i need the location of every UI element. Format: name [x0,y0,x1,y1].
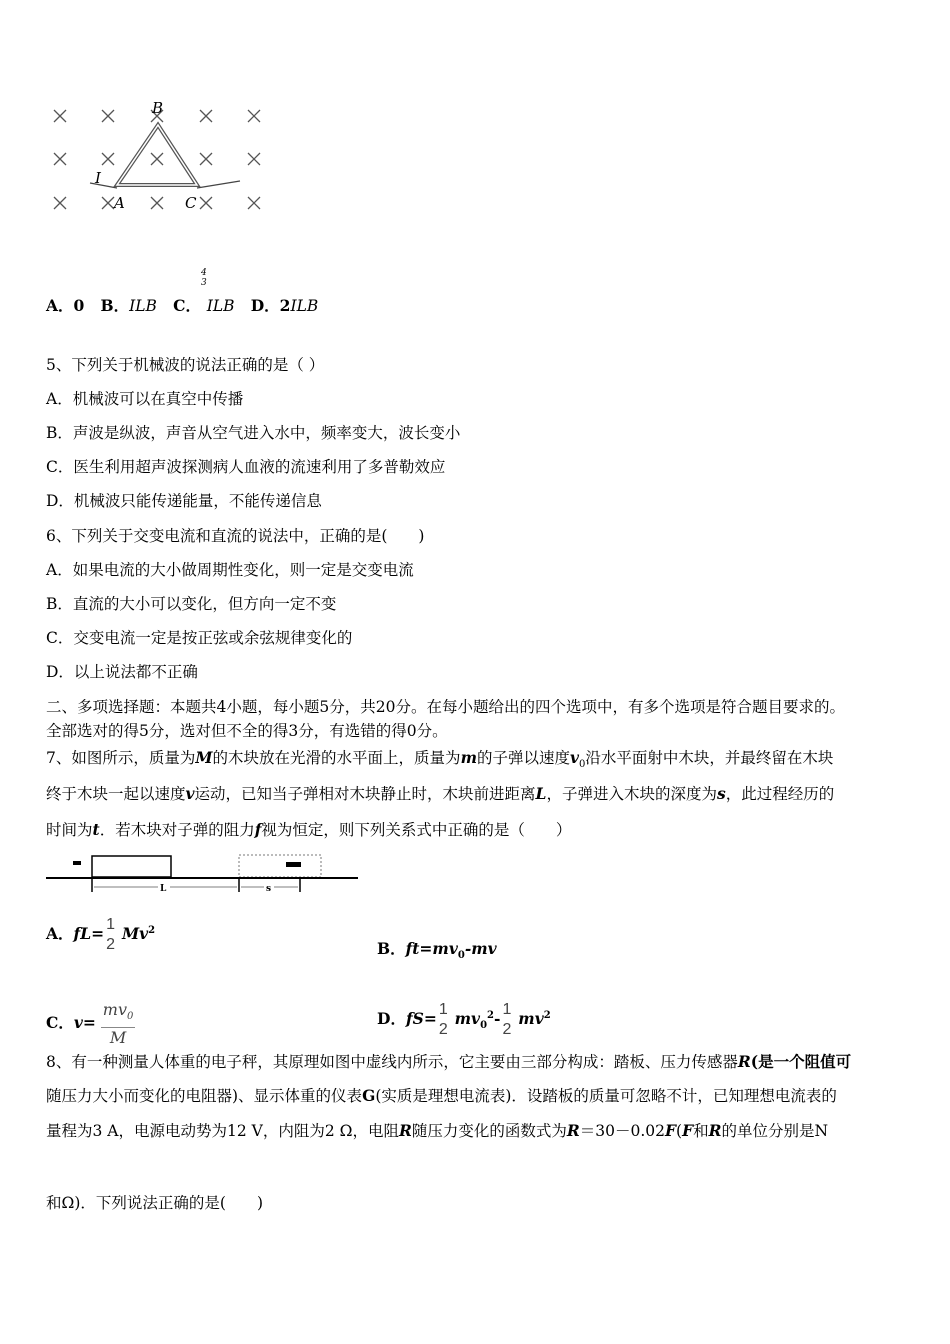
field-cross-icon [102,197,114,209]
field-cross-icon [54,153,66,165]
field-cross-icon [248,110,260,122]
q7-option-b[interactable]: B．$ft=mv_0-mv$ [377,939,497,962]
q7-stem-line2: 终于木块一起以速度v运动，已知当子弹相对木块静止时，木块前进距离L，子弹进入木块的深度为s，此过程经历的 [46,784,835,803]
q6-stem: 6、下列关于交变电流和直流的说法中，正确的是( ) [46,527,425,545]
q8-stem-line4: 和Ω)．下列说法正确的是( ) [46,1194,263,1212]
q4-options [46,268,318,316]
q5-stem: 5、下列关于机械波的说法正确的是（ ） [46,356,325,374]
q7-option-c[interactable]: C．v= $\frac{mv_0}{M}$ [46,1000,134,1048]
field-cross-icon [200,197,212,209]
q7-stem-line3: 时间为t．若木块对子弹的阻力f视为恒定，则下列关系式中正确的是（ ） [46,820,572,839]
q7-option-d[interactable]: D．fS= 1 2 $mv_0^2-$ 1 2 $mv^2$ [377,1001,551,1038]
q6-option-d[interactable]: D．以上说法都不正确 [46,663,198,681]
section2-scoring: 全部选对的得5分，选对但不全的得3分，有选错的得0分。 [46,722,448,740]
q8-stem-line1: 8、有一种测量人体重的电子秤，其原理如图中虚线内所示，它主要由三部分构成：踏板、压力传感器R(是一个阻值可 [46,1052,852,1071]
q4-option-a[interactable]: A．0 [46,296,85,315]
q5-option-b[interactable]: B．声波是纵波，声音从空气进入水中，频率变大，波长变小 [46,424,461,442]
q6-option-c[interactable]: C．交变电流一定是按正弦或余弦规律变化的 [46,629,353,647]
q8-stem-line2: 随压力大小而变化的电阻器)、显示体重的仪表G(实质是理想电流表)．设踏板的质量可忽略不计，已知理想电流表的 [46,1086,837,1105]
field-cross-icon [54,197,66,209]
field-cross-icon [54,110,66,122]
section2-heading: 二、多项选择题：本题共4小题，每小题5分，共20分。在每小题给出的四个选项中，有多个选项是符合题目要求的。 [46,698,845,716]
q5-option-d[interactable]: D．机械波只能传递能量，不能传递信息 [46,492,322,510]
q4-option-b[interactable]: B． [100,296,130,315]
magnetic-field-triangle-figure [40,95,280,220]
field-cross-icon [248,153,260,165]
field-cross-icon [248,197,260,209]
label-c: C [185,194,197,212]
bullet-block-figure [46,852,361,897]
label-b: B [152,99,164,117]
field-cross-icon [102,110,114,122]
q8-stem-line3: 量程为3 A，电源电动势为12 V，内阻为2 Ω，电阻R随压力变化的函数式为R＝30－0.02F(F和R的单位分别是N [46,1121,829,1140]
label-L: L [160,884,167,894]
q4-option-d[interactable]: D．2 [250,296,291,315]
field-cross-icon [200,110,212,122]
q4-option-c-fraction: 4 3 [200,268,207,288]
q4-option-c[interactable]: C． [173,296,201,315]
q4-option-d-value: ILB [290,297,319,315]
field-cross-icon [151,153,163,165]
q5-option-a[interactable]: A．机械波可以在真空中传播 [46,390,244,408]
q7-stem-line1: 7、如图所示，质量为M的木块放在光滑的水平面上，质量为m的子弹以速度$v_0$沿水平面射中木块，并最终留在木块 [46,748,834,771]
q6-option-a[interactable]: A．如果电流的大小做周期性变化，则一定是交变电流 [46,561,414,579]
q4-option-b-value: ILB [129,297,157,315]
q5-option-c[interactable]: C．医生利用超声波探测病人血液的流速利用了多普勒效应 [46,458,446,476]
q4-option-c-value: ILB [206,297,235,315]
label-a: A [114,194,125,212]
field-cross-icon [102,153,114,165]
label-i: I [95,169,101,187]
q7-option-a[interactable]: A．fL= 1 2 Mv$^2$ [46,916,156,953]
field-cross-icon [200,153,212,165]
field-cross-icon [151,197,163,209]
q6-option-b[interactable]: B．直流的大小可以变化，但方向一定不变 [46,595,337,613]
label-s: s [266,884,272,894]
